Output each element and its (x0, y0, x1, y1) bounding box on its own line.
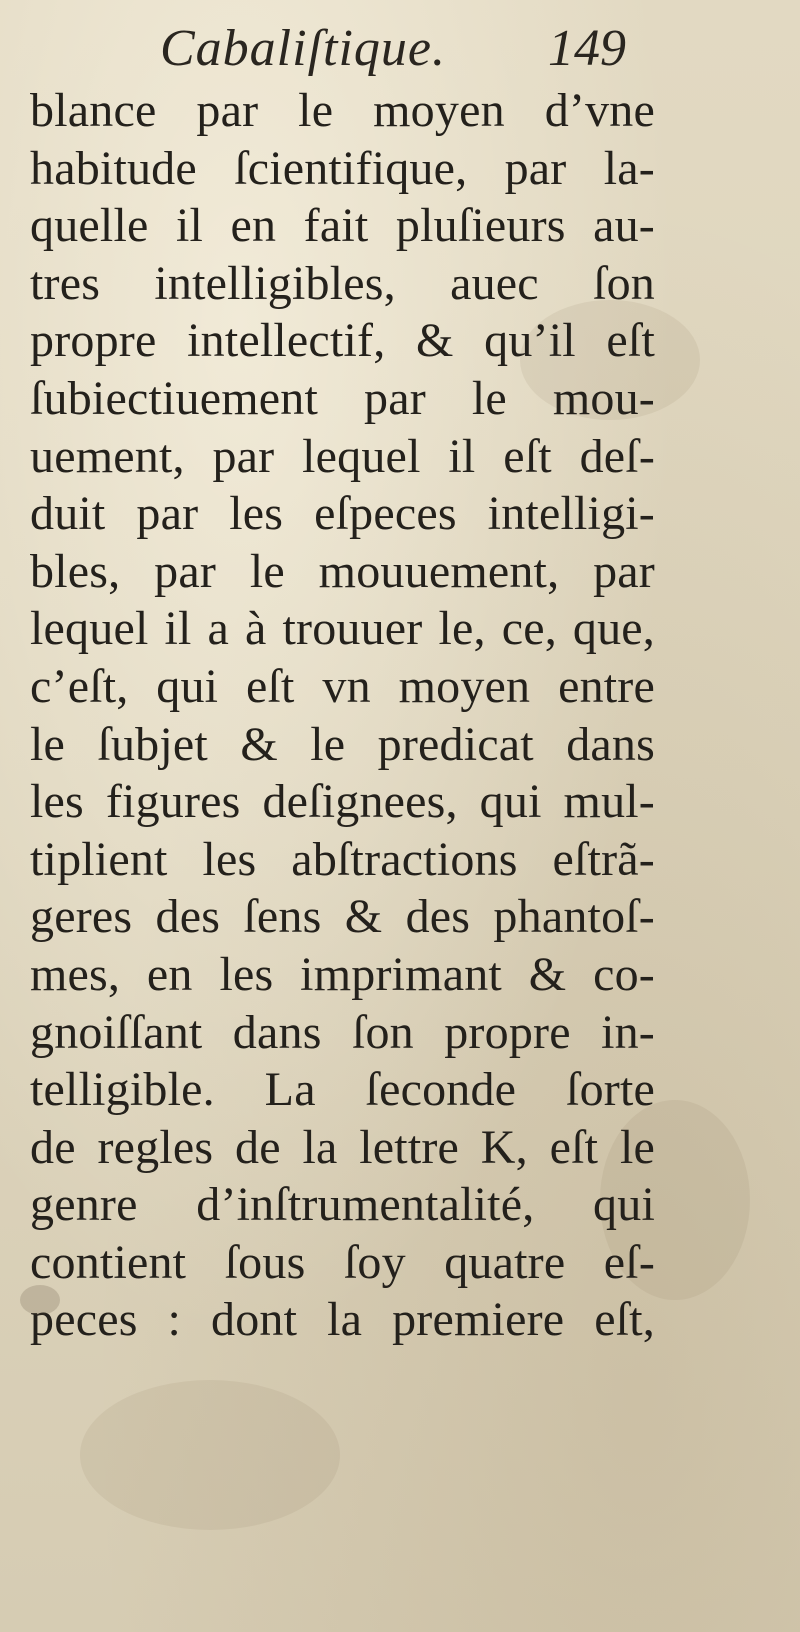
text-line: blance par le moyen d’vne (30, 84, 655, 137)
text-line: quelle il en fait pluſieurs au- (30, 199, 655, 253)
text-line: contient ſous ſoy quatre eſ- (30, 1235, 655, 1289)
text-line: bles, par le mouuement, par (30, 544, 655, 598)
text-line: propre intellectif, & qu’il eſt (30, 314, 655, 368)
text-line: le ſubjet & le predicat dans (30, 717, 655, 771)
text-line: tres intelligibles, auec ſon (30, 256, 655, 310)
text-line: gnoiſſant dans ſon propre in- (30, 1005, 655, 1059)
text-line: genre d’inſtrumentalité, qui (30, 1178, 655, 1232)
text-line: les figures deſignees, qui mul- (30, 775, 655, 829)
ink-smudge (20, 1285, 60, 1315)
text-line: lequel il a à trouuer le, ce, que, (30, 602, 655, 656)
text-line: mes, en les imprimant & co- (30, 947, 655, 1001)
body-text (30, 82, 655, 1349)
text-line: c’eſt, qui eſt vn moyen entre (30, 659, 655, 713)
text-line: tiplient les abſtractions eſtrã- (30, 832, 655, 886)
paper-stain (80, 1380, 340, 1530)
text-line: peces : dont la premiere eſt, (30, 1293, 655, 1347)
running-title: Cabaliſtique. (160, 20, 446, 77)
text-line: de regles de la lettre K, eſt le (30, 1120, 655, 1174)
text-line: geres des ſens & des phantoſ- (30, 890, 655, 944)
text-line: ſubiectiuement par le mou- (30, 371, 655, 425)
text-line: duit par les eſpeces intelligi- (30, 487, 655, 541)
page-number: 149 (548, 20, 626, 77)
page-header (0, 14, 800, 84)
text-line: telligible. La ſeconde ſorte (30, 1063, 655, 1117)
text-line: uement, par lequel il eſt deſ- (30, 429, 655, 483)
text-line: habitude ſcientifique, par la- (30, 141, 655, 195)
